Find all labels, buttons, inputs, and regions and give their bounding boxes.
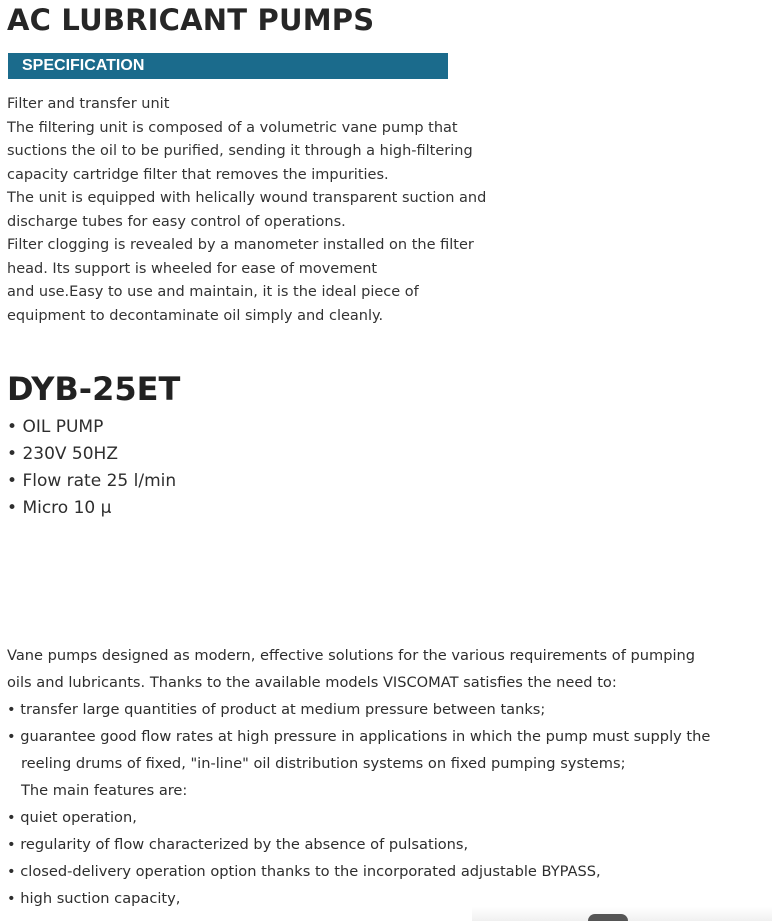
- spec-line: discharge tubes for easy control of operations.: [7, 213, 346, 230]
- model-spec-list: [7, 414, 176, 522]
- features-heading: The main features are:: [21, 782, 188, 799]
- spec-line: head. Its support is wheeled for ease of movement: [7, 260, 378, 277]
- section-header-bar: [8, 53, 448, 79]
- spec-line: Filter and transfer unit: [7, 96, 170, 112]
- feature-item: • regularity of flow characterized by the absence of pulsations,: [7, 831, 769, 858]
- feature-item: • closed-delivery operation option thanks to the incorporated adjustable BYPASS,: [7, 858, 769, 885]
- description-line: oils and lubricants. Thanks to the available models VISCOMAT satisfies the need to:: [7, 674, 617, 691]
- description-line: Vane pumps designed as modern, effective solutions for the various requirements of pumping: [7, 647, 696, 664]
- product-image-fragment: [588, 914, 628, 921]
- specification-text: [7, 93, 537, 328]
- model-spec-item: • Micro 10 μ: [7, 495, 176, 522]
- need-item: • transfer large quantities of product at medium pressure between tanks;: [7, 696, 769, 723]
- page-title: AC LUBRICANT PUMPS: [7, 3, 375, 37]
- feature-item: • high suction capacity,: [7, 885, 769, 912]
- description-block: [7, 642, 769, 912]
- spec-line: Filter clogging is revealed by a manometer installed on the filter: [7, 237, 474, 253]
- model-spec-item: • Flow rate 25 l/min: [7, 468, 176, 495]
- model-spec-item: • 230V 50HZ: [7, 441, 176, 468]
- spec-line: and use.Easy to use and maintain, it is the ideal piece of: [7, 284, 419, 300]
- spec-line: The unit is equipped with helically wound transparent suction and: [7, 190, 487, 206]
- need-item-continuation: reeling drums of fixed, "in-line" oil distribution systems on fixed pumping systems;: [21, 755, 626, 772]
- spec-line: suctions the oil to be purified, sending it through a high-filtering: [7, 143, 473, 159]
- spec-line: capacity cartridge filter that removes the impurities.: [7, 166, 389, 183]
- model-name: DYB-25ET: [7, 370, 181, 408]
- section-header-label: SPECIFICATION: [22, 57, 145, 74]
- feature-item: • quiet operation,: [7, 804, 769, 831]
- model-spec-item: • OIL PUMP: [7, 414, 176, 441]
- need-item: • guarantee good flow rates at high pressure in applications in which the pump must supply the: [7, 723, 769, 750]
- spec-line: equipment to decontaminate oil simply and cleanly.: [7, 307, 384, 324]
- spec-line: The filtering unit is composed of a volumetric vane pump that: [7, 119, 458, 136]
